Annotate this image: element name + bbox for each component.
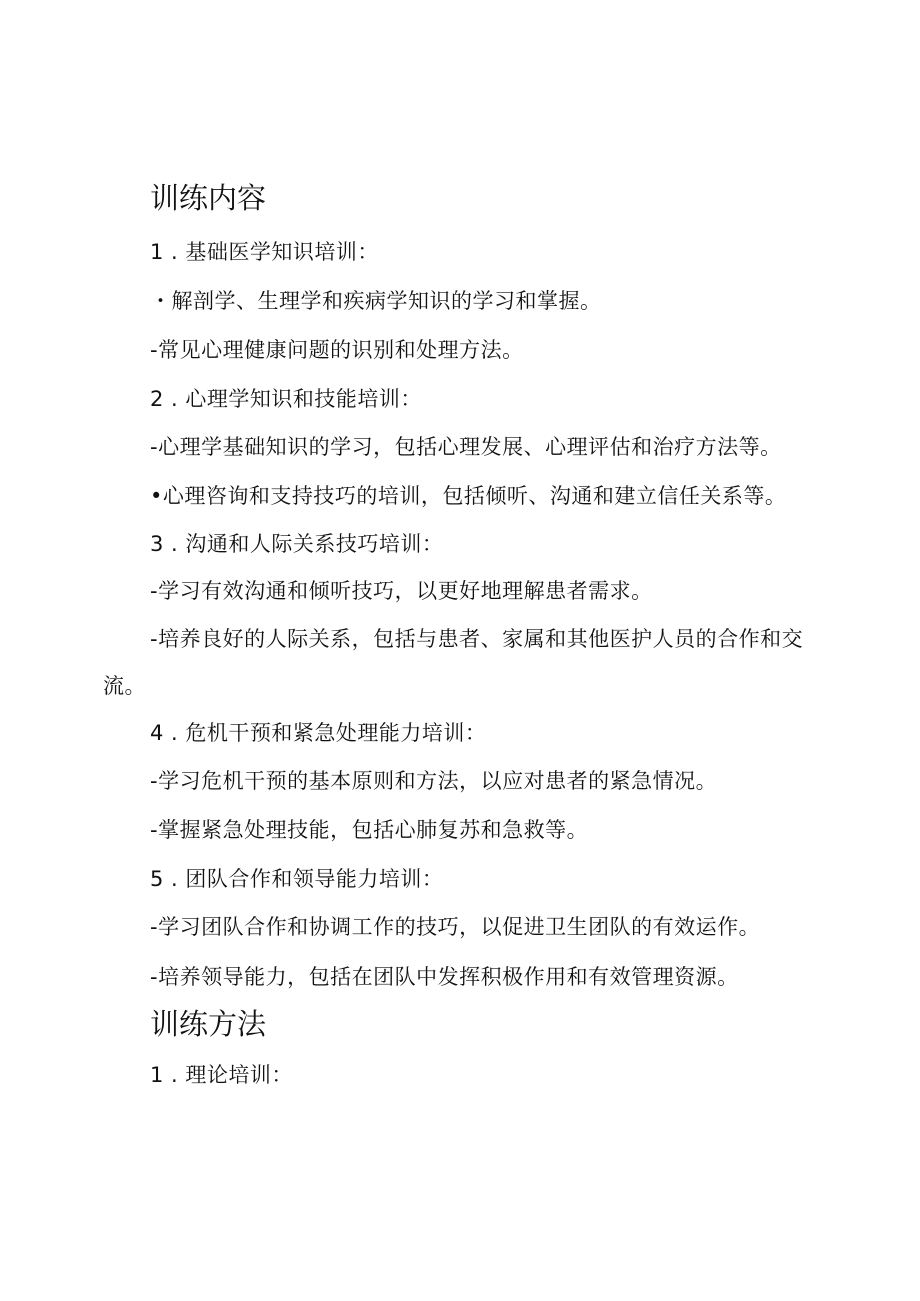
item-4-heading: 4 . 危机干预和紧急处理能力培训： — [150, 721, 487, 745]
item-3-point-2-continuation: 流。 — [103, 674, 146, 698]
item-2-point-1: -心理学基础知识的学习，包括心理发展、心理评估和治疗方法等。 — [150, 435, 782, 459]
item-5-point-2: -培养领导能力，包括在团队中发挥积极作用和有效管理资源。 — [150, 965, 739, 989]
item-5-heading: 5 . 团队合作和领导能力培训： — [150, 867, 444, 891]
section-title-training-content: 训练内容 — [150, 181, 267, 215]
item-2-point-2: •心理咨询和支持技巧的培训，包括倾听、沟通和建立信任关系等。 — [150, 484, 787, 508]
item-5-point-1: -学习团队合作和协调工作的技巧，以促进卫生团队的有效运作。 — [150, 915, 761, 939]
item-1-point-1: ・解剖学、生理学和疾病学知识的学习和掌握。 — [150, 289, 602, 313]
item-4-point-2: -掌握紧急处理技能，包括心肺复苏和急救等。 — [150, 818, 589, 842]
item-2-heading: 2 . 心理学知识和技能培训： — [150, 387, 422, 411]
item-4-point-1: -学习危机干预的基本原则和方法，以应对患者的紧急情况。 — [150, 769, 718, 793]
section-title-training-method: 训练方法 — [150, 1007, 267, 1041]
item-3-point-2: -培养良好的人际关系，包括与患者、家属和其他医护人员的合作和交 — [150, 627, 804, 651]
item-1-point-2: -常见心理健康问题的识别和处理方法。 — [150, 338, 524, 362]
item-3-point-1: -学习有效沟通和倾听技巧，以更好地理解患者需求。 — [150, 579, 653, 603]
item-3-heading: 3 . 沟通和人际关系技巧培训： — [150, 532, 444, 556]
method-1-heading: 1 . 理论培训： — [150, 1063, 293, 1087]
item-1-heading: 1 . 基础医学知识培训： — [150, 240, 379, 264]
